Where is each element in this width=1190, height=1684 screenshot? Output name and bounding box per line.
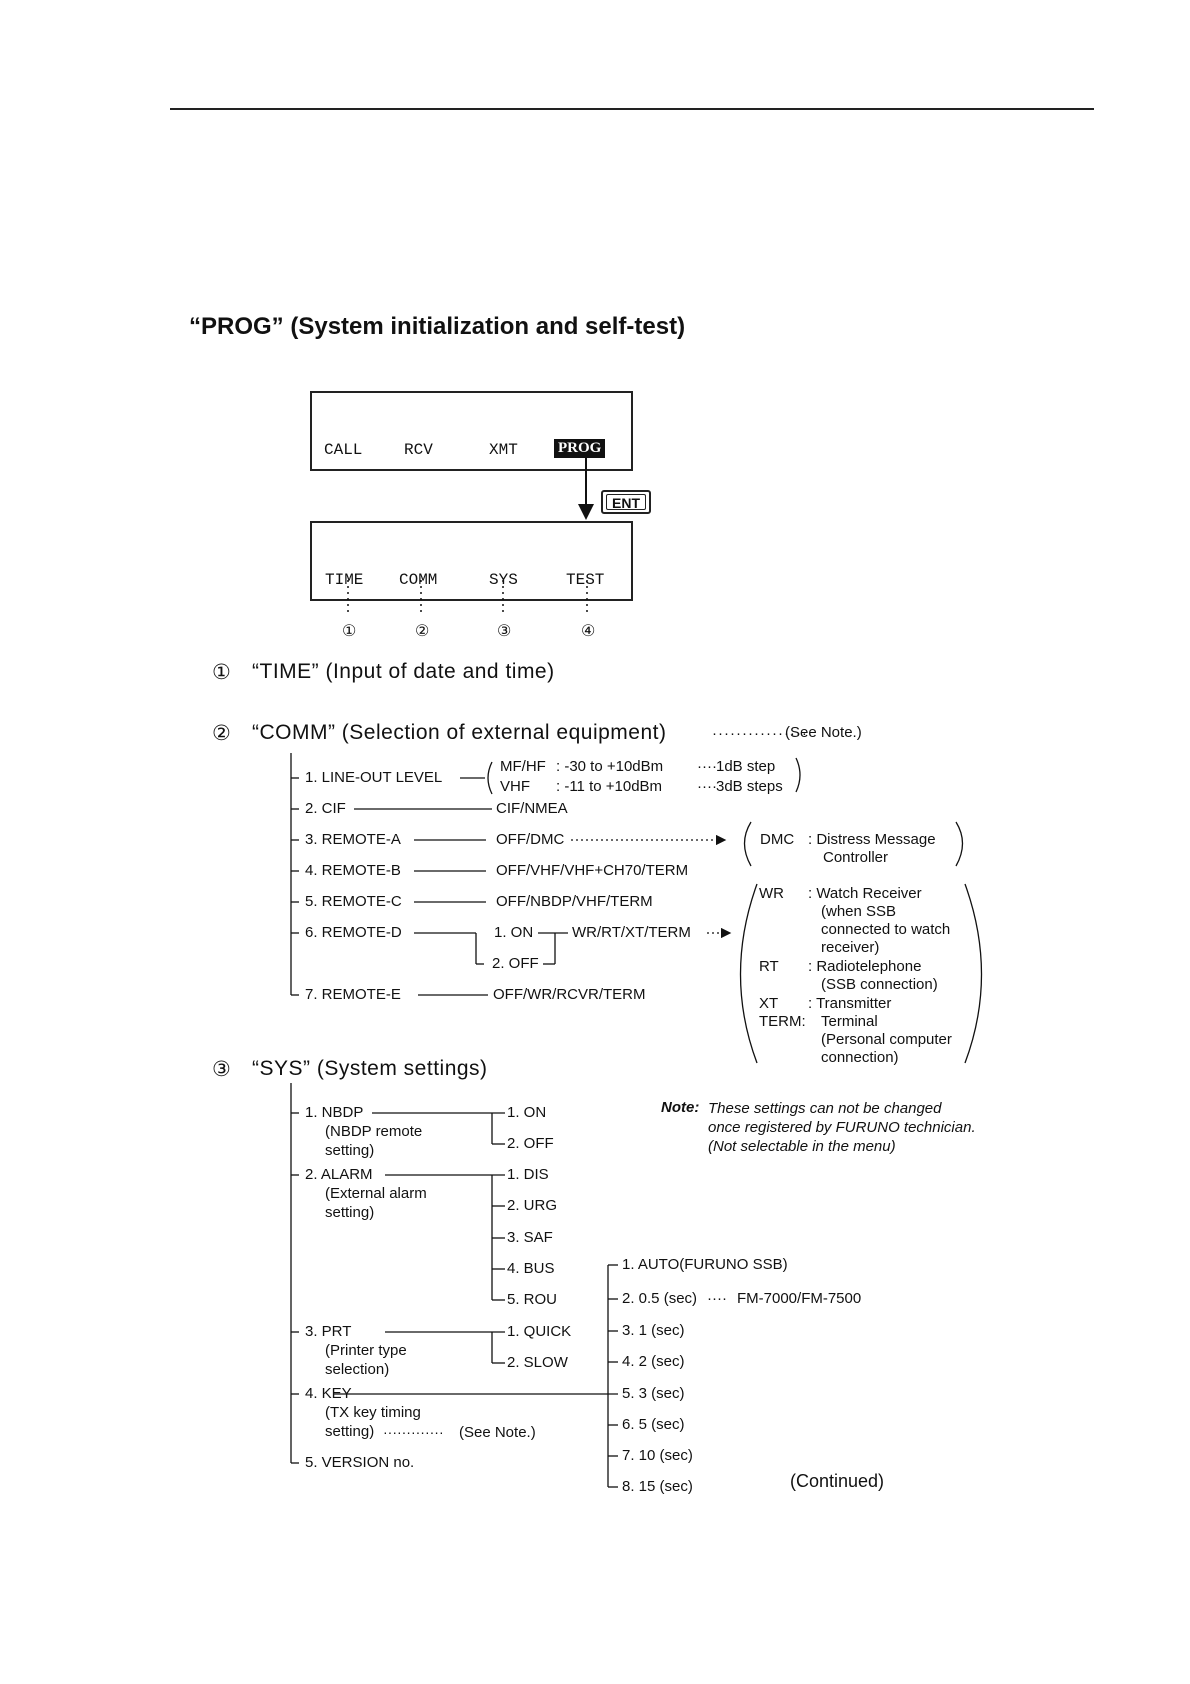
sys-prt-sub-1: (Printer type [325,1342,407,1359]
comm-item-5-label: 5. REMOTE-C [305,893,402,910]
sys-nbdp-opt-1: 1. ON [507,1104,547,1121]
callout-3: ③ [497,623,512,640]
key-opt-2-models: FM-7000/FM-7500 [737,1290,862,1307]
def-term-term: TERM: [759,1013,806,1030]
key-opt-5: 5. 3 (sec) [622,1385,685,1402]
line-out-vhf-range: : -11 to +10dBm [556,778,663,795]
lcd-item-comm[interactable]: COMM [399,571,438,589]
lcd-item-time[interactable]: TIME [325,571,364,589]
def-rt-line-2: (SSB connection) [821,976,938,993]
sys-nbdp-sub-1: (NBDP remote [325,1123,423,1140]
dmc-desc-1: : Distress Message [808,831,936,848]
comm-item-4-label: 4. REMOTE-B [305,862,401,879]
line-out-vhf-dots: ···· [697,778,717,795]
lcd-item-rcv: RCV [404,441,433,459]
key-opt-3: 3. 1 (sec) [622,1322,685,1339]
line-out-mfhf-dots: ···· [697,758,717,775]
def-rt-line-1: : Radiotelephone [808,958,922,975]
key-opt-2-dots: ···· [707,1290,727,1307]
ent-key-label: ENT [606,494,646,510]
sys-alarm-opt-3: 3. SAF [507,1229,553,1246]
sys-key-see-note: (See Note.) [459,1424,536,1441]
key-opt-4: 4. 2 (sec) [622,1353,685,1370]
comm-item-6-opt-on: 1. ON [494,924,534,941]
section-comm-number: ② [212,722,232,745]
sys-prt-opt-1: 1. QUICK [507,1323,572,1340]
key-opt-1: 1. AUTO(FURUNO SSB) [622,1256,788,1273]
section-sys-number: ③ [212,1058,232,1081]
def-wr-line-1: : Watch Receiver [808,885,922,902]
comm-item-2-value: CIF/NMEA [496,800,568,817]
section-comm-heading: “COMM” (Selection of external equipment) [252,721,667,744]
line-out-mfhf-range: : -30 to +10dBm [556,758,664,775]
sys-key-dotted-leader: ············· [383,1424,444,1440]
sys-alarm-opt-5: 5. ROU [507,1291,558,1308]
callout-1: ① [342,623,357,640]
lcd-item-xmt: XMT [489,441,518,459]
sys-prt-label: 3. PRT [305,1323,352,1340]
def-wr-line-4: receiver) [821,939,880,956]
comm-item-1-label: 1. LINE-OUT LEVEL [305,769,443,786]
sys-prt-sub-2: selection) [325,1361,390,1378]
key-opt-7: 7. 10 (sec) [622,1447,693,1464]
comm-item-6-value: WR/RT/XT/TERM [572,924,691,941]
comm-item-6-label: 6. REMOTE-D [305,924,402,941]
lcd-item-test[interactable]: TEST [566,571,605,589]
comm-item-3-label: 3. REMOTE-A [305,831,401,848]
key-opt-8: 8. 15 (sec) [622,1478,693,1495]
page-title: “PROG” (System initialization and self-test) [189,313,686,340]
sys-prt-opt-2: 2. SLOW [507,1354,568,1371]
section-time-number: ① [212,661,232,684]
comm-item-6-opt-off: 2. OFF [492,955,539,972]
def-term-line-1: Terminal [821,1013,878,1030]
comm-item-3-value: OFF/DMC [496,831,565,848]
key-opt-6: 6. 5 (sec) [622,1416,685,1433]
sys-alarm-label: 2. ALARM [305,1166,373,1183]
def-wr-line-2: (when SSB [821,903,897,920]
comm-item-4-value: OFF/VHF/VHF+CH70/TERM [496,862,689,879]
line-out-mfhf-step: 1dB step [716,758,776,775]
comm-item-7-label: 7. REMOTE-E [305,986,401,1003]
dmc-desc-2: Controller [823,849,889,866]
comm-item-7-value: OFF/WR/RCVR/TERM [493,986,646,1003]
sys-alarm-opt-4: 4. BUS [507,1260,555,1277]
sys-nbdp-opt-2: 2. OFF [507,1135,554,1152]
comm-see-note: (See Note.) [785,724,862,741]
line-out-vhf-step: 3dB steps [716,778,783,795]
section-time-heading: “TIME” (Input of date and time) [252,660,555,683]
comm-item-2-label: 2. CIF [305,800,346,817]
callout-2: ② [415,623,430,640]
def-xt-term: XT [759,995,779,1012]
sys-alarm-sub-1: (External alarm [325,1185,427,1202]
callout-4: ④ [581,623,596,640]
lcd-item-prog-selected[interactable]: PROG [554,439,605,458]
sys-alarm-sub-2: setting) [325,1204,375,1221]
sys-nbdp-sub-2: setting) [325,1142,375,1159]
comm-dotted-leader: ················ [712,725,808,742]
def-rt-term: RT [759,958,779,975]
def-wr-term: WR [759,885,784,902]
def-term-line-3: connection) [821,1049,899,1066]
sys-alarm-opt-1: 1. DIS [507,1166,549,1183]
def-wr-line-3: connected to watch [821,921,951,938]
section-sys-heading: “SYS” (System settings) [252,1057,488,1080]
continued-label: (Continued) [790,1471,885,1491]
dmc-term: DMC [760,831,795,848]
sys-key-label: 4. KEY [305,1385,352,1402]
note-label: Note: [661,1099,700,1116]
note-text: These settings can not be changed once registered by FURUNO technician. (Not selectable in the menu) [708,1100,976,1155]
sys-nbdp-label: 1. NBDP [305,1104,364,1121]
sys-version-label: 5. VERSION no. [305,1454,415,1471]
sys-key-sub-1: (TX key timing [325,1404,421,1421]
def-xt-line-1: : Transmitter [808,995,892,1012]
line-out-mfhf-band: MF/HF [500,758,546,775]
def-term-line-2: (Personal computer [821,1031,952,1048]
lcd-item-call: CALL [324,441,363,459]
line-out-vhf-band: VHF [500,778,530,795]
key-opt-2: 2. 0.5 (sec) [622,1290,698,1307]
sys-alarm-opt-2: 2. URG [507,1197,558,1214]
comm-item-5-value: OFF/NBDP/VHF/TERM [496,893,653,910]
sys-key-sub-2: setting) [325,1423,375,1440]
lcd-item-sys[interactable]: SYS [489,571,518,589]
